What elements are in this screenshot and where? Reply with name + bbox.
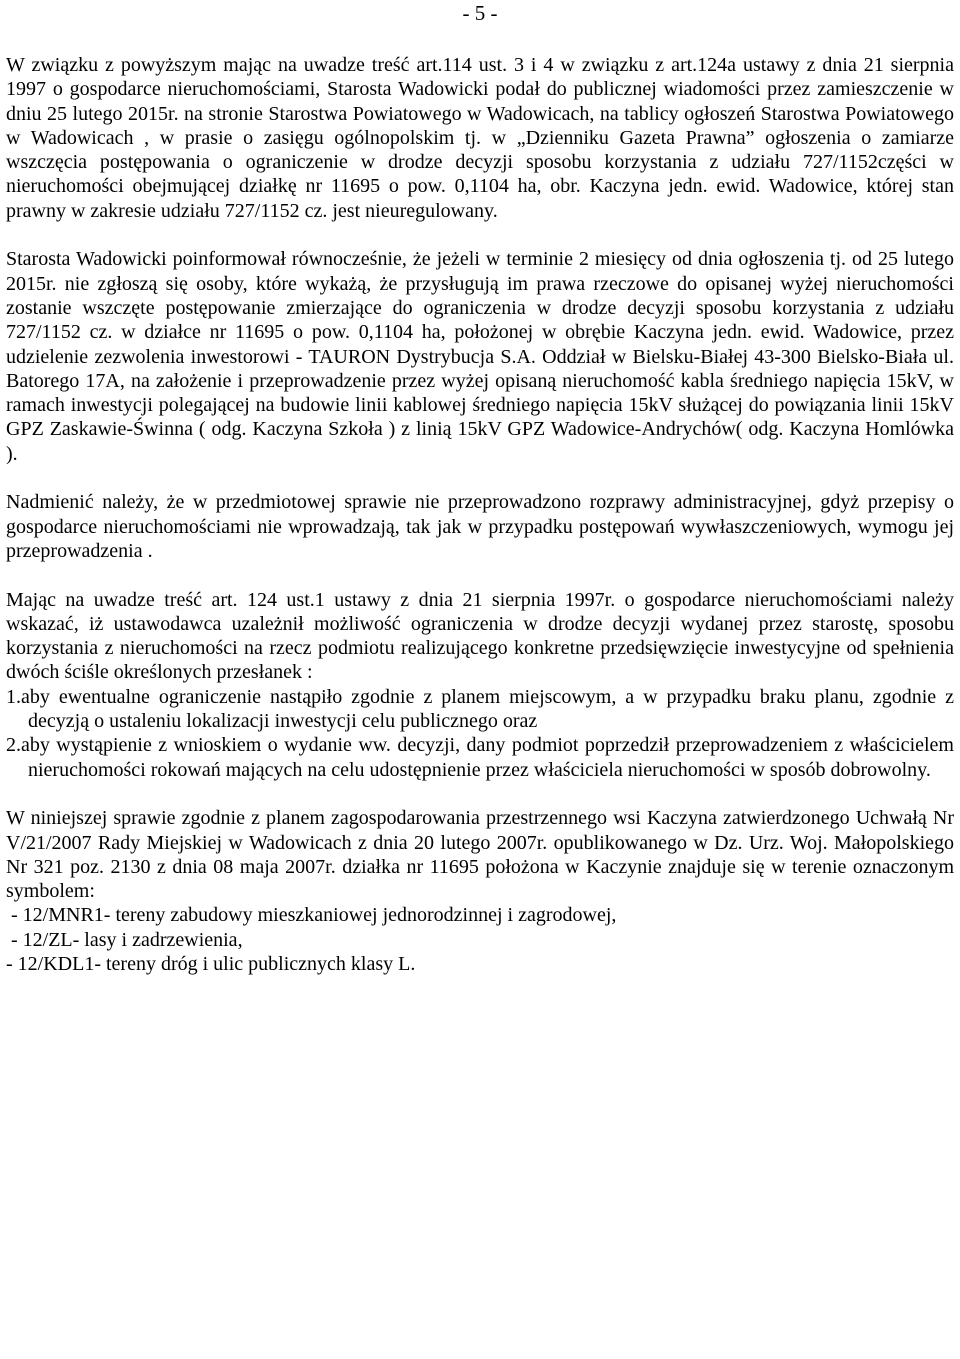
paragraph-zoning-plan: W niniejszej sprawie zgodnie z planem zagospodarowania przestrzennego wsi Kaczyna zatwierdzonego Uchwałą Nr V/21/2007 Rady Miejskiej w Wadowicach z dnia 20 lutego 2007r. opublikowanego w Dz. Urz. Woj. Małopolskiego Nr 321 poz. 2130 z dnia 08 maja 2007r. działka nr 11695 położona w Kaczynie znajduje się w terenie oznaczonym symbolem: — [6, 807, 954, 903]
zoning-symbol-mnr1: - 12/MNR1- tereny zabudowy mieszkaniowej jednorodzinnej i zagrodowej, — [6, 904, 617, 927]
paragraph-notification: Starosta Wadowicki poinformował równocześnie, że jeżeli w terminie 2 miesięcy od dnia ogłoszenia tj. od 25 lutego 2015r. nie zgłoszą się osoby, które wykażą, że przysługują im prawa rzeczowe do opisanej wyżej nieruchomości zostanie wszczęte postępowanie zmierzające do ograniczenia w drodze decyzji sposobu korzystania z udziału 727/1152 cz. w działce nr 11695 o pow. 0,1104 ha, położonej w obrębie Kaczyna jedn. ewid. Wadowice, przez udzielenie zezwolenia inwestorowi - TAURON Dystrybucja S.A. Oddział w Bielsku-Białej 43-300 Bielsko-Biała ul. Batorego 17A, na założenie i przeprowadzenie przez wyżej opisaną nieruchomość kabla średniego napięcia 15kV, w ramach inwestycji polegającej na budowie linii kablowej średniego napięcia 15kV służącej do powiązania linii 15kV GPZ Zaskawie-Świnna ( odg. Kaczyna Szkoła ) z linią 15kV GPZ Wadowice-Andrychów( odg. Kaczyna Homlówka ). — [6, 248, 954, 465]
zoning-symbol-kdl1: - 12/KDL1- tereny dróg i ulic publicznych klasy L. — [6, 952, 416, 975]
conditions-list — [6, 685, 954, 782]
document-body — [6, 53, 954, 976]
zoning-symbol-zl: - 12/ZL- lasy i zadrzewienia, — [6, 928, 243, 951]
paragraph-announcement: W związku z powyższym mając na uwadze treść art.114 ust. 3 i 4 w związku z art.124a ustawy z dnia 21 sierpnia 1997 o gospodarce nieruchomościami, Starosta Wadowicki podał do publicznej wiadomości przez zamieszczenie w dniu 25 lutego 2015r. na stronie Starostwa Powiatowego w Wadowicach, na tablicy ogłoszeń Starostwa Powiatowego w Wadowicach , w prasie o zasięgu ogólnopolskim tj. w „Dzienniku Gazeta Prawna” ogłoszenia o zamiarze wszczęcia postępowania o ograniczenie w drodze decyzji sposobu korzystania z udziału 727/1152części w nieruchomości obejmującej działkę nr 11695 o pow. 0,1104 ha, obr. Kaczyna jedn. ewid. Wadowice, której stan prawny w zakresie udziału 727/1152 cz. jest nieuregulowany. — [6, 54, 954, 222]
paragraph-legal-basis: Mając na uwadze treść art. 124 ust.1 ustawy z dnia 21 sierpnia 1997r. o gospodarce nieruchomościami należy wskazać, iż ustawodawca uzależnił możliwość ograniczenia w drodze decyzji wydanej przez starostę, sposobu korzystania z nieruchomości na rzecz podmiotu realizującego konkretne przedsięwzięcie inwestycyjne od spełnienia dwóch ściśle określonych przesłanek : — [6, 588, 954, 684]
condition-item-2: 2.aby wystąpienie z wnioskiem o wydanie ww. decyzji, dany podmiot poprzedził przeprowadzeniem z właścicielem nieruchomości rokowań mających na celu udostępnienie przez właściciela nieruchomości w sposób dobrowolny. — [6, 734, 954, 781]
zoning-symbols-list — [6, 903, 954, 976]
paragraph-no-hearing: Nadmienić należy, że w przedmiotowej sprawie nie przeprowadzono rozprawy administracyjnej, gdyż przepisy o gospodarce nieruchomościami nie wprowadzają, tak jak w przypadku postępowań wywłaszczeniowych, wymogu jej przeprowadzenia . — [6, 491, 954, 562]
page-number: - 5 - — [462, 1, 498, 25]
condition-item-1: 1.aby ewentualne ograniczenie nastąpiło zgodnie z planem miejscowym, a w przypadku braku planu, zgodnie z decyzją o ustaleniu lokalizacji inwestycji celu publicznego oraz — [6, 685, 954, 733]
